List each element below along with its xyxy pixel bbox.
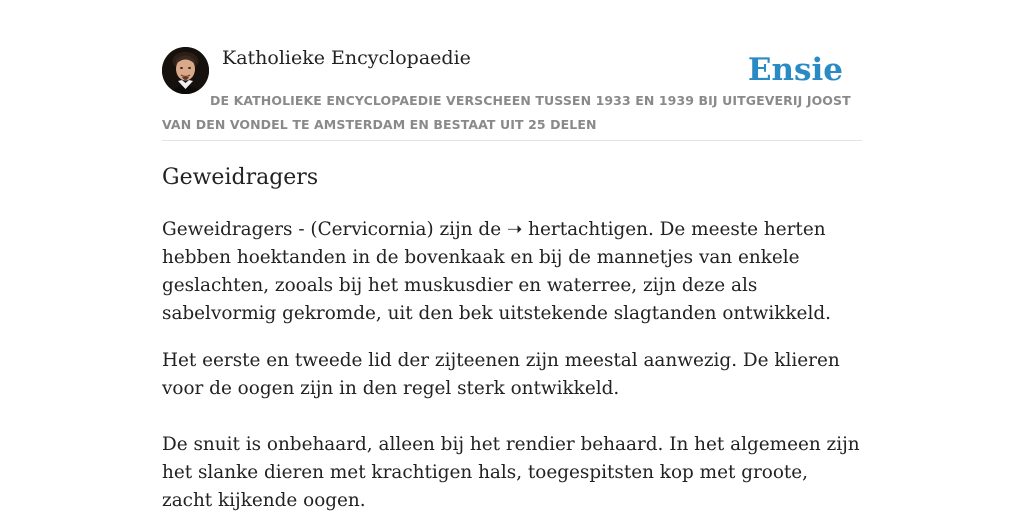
site-title[interactable]: Katholieke Encyclopaedie xyxy=(222,47,471,69)
page-container xyxy=(162,0,862,511)
article-title: Geweidragers xyxy=(162,165,319,190)
article-paragraph-3: De snuit is onbehaard, alleen bij het rendier behaard. In het algemeen zijn het slanke dieren met krachtigen hals, toegespitsten kop met groote, zacht kijkende oogen. xyxy=(162,434,860,511)
ensie-logo-link[interactable]: Ensie xyxy=(747,52,843,88)
site-header xyxy=(162,0,862,141)
portrait-avatar-icon[interactable] xyxy=(162,47,209,94)
article-paragraph-2: Het eerste en tweede lid der zijteenen zijn meestal aanwezig. De klieren voor de oogen zijn in den regel sterk ontwikkeld. xyxy=(162,350,840,399)
article-paragraph-1: Geweidragers - (Cervicornia) zijn de ➝ hertachtigen. De meeste herten hebben hoektanden in de bovenkaak en bij de mannetjes van enkele geslachten, zooals bij het muskusdier en waterree, zijn deze als sabelvormig gekromde, uit den bek uitstekende slagtanden ontwikkeld. xyxy=(162,219,831,324)
site-description: DE KATHOLIEKE ENCYCLOPAEDIE VERSCHEEN TUSSEN 1933 EN 1939 BIJ UITGEVERIJ JOOST VAN DEN VONDEL TE AMSTERDAM EN BESTAAT UIT 25 DELEN xyxy=(162,93,851,132)
